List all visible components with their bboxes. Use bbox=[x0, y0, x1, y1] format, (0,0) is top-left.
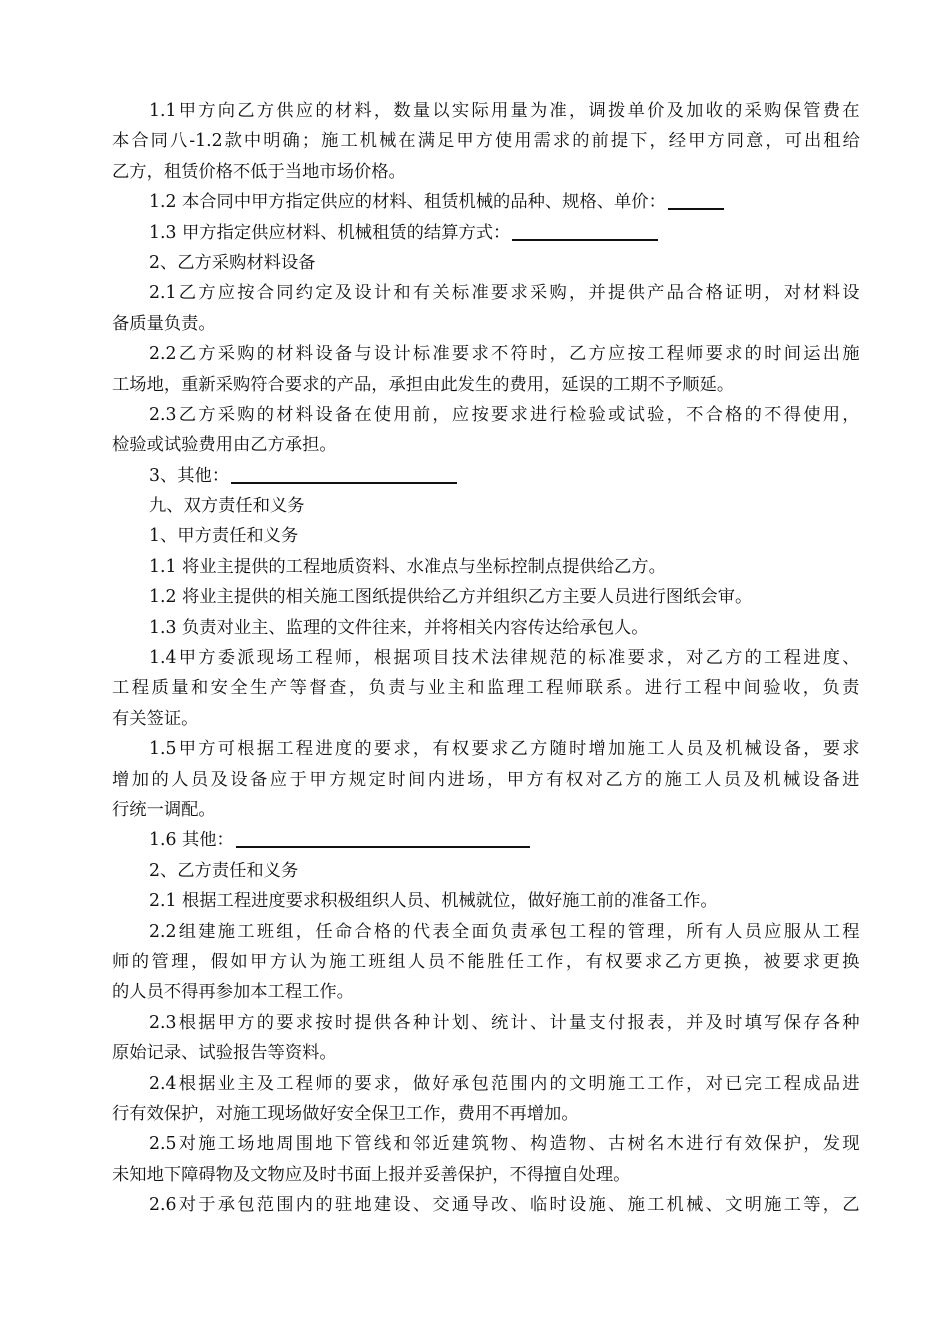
paragraph-line: 行有效保护，对施工现场做好安全保卫工作，费用不再增加。 bbox=[112, 1103, 579, 1124]
paragraph-line: 原始记录、试验报告等资料。 bbox=[112, 1043, 337, 1064]
paragraph-line: 乙方，租赁价格不低于当地市场价格。 bbox=[112, 161, 406, 182]
paragraph-line: 1.4 甲 方 委 派 现 场 工 程 师 ， 根 据 项 目 技 术 法 律 规 范 的 标 准 要 求 ， 对 乙 方 的 工 程 进 度 、 bbox=[149, 648, 860, 669]
paragraph-line: 工 程 质 量 和 安 全 生 产 等 督 查 ， 负 责 与 业 主 和 监 理 工 程 师 联 系 。 进 行 工 程 中 间 验 收 ， 负 责 bbox=[112, 678, 860, 699]
paragraph-line: 师 的 管 理 ， 假 如 甲 方 认 为 施 工 班 组 人 员 不 能 胜 任 工 作 ， 有 权 要 求 乙 方 更 换 ， 被 要 求 更 换 bbox=[112, 951, 860, 972]
paragraph-line: 的人员不得再参加本工程工作。 bbox=[112, 982, 354, 1003]
paragraph-line: 2、乙方责任和义务 bbox=[149, 860, 299, 881]
paragraph-line: 2.6 对 于 承 包 范 围 内 的 驻 地 建 设 、 交 通 导 改 、 临 时 设 施 、 施 工 机 械 、 文 明 施 工 等 ， 乙 bbox=[149, 1195, 860, 1216]
paragraph-line: 1.2 本合同中甲方指定供应的材料、租赁机械的品种、规格、单价： bbox=[112, 187, 860, 217]
fill-in-blank bbox=[668, 190, 724, 210]
paragraph-line: 1.2 将业主提供的相关施工图纸提供给乙方并组织乙方主要人员进行图纸会审。 bbox=[149, 587, 753, 608]
paragraph-line: 1.3 甲方指定供应材料、机械租赁的结算方式： bbox=[112, 218, 860, 248]
paragraph-line: 备质量负责。 bbox=[112, 313, 216, 334]
paragraph-line: 2.1 乙 方 应 按 合 同 约 定 及 设 计 和 有 关 标 准 要 求 采 购 ， 并 提 供 产 品 合 格 证 明 ， 对 材 料 设 bbox=[149, 283, 860, 304]
fill-in-blank bbox=[231, 464, 457, 484]
paragraph-line: 有关签证。 bbox=[112, 708, 199, 729]
paragraph-line: 1.1 将业主提供的工程地质资料、水准点与坐标控制点提供给乙方。 bbox=[149, 556, 666, 577]
paragraph-line: 1.1 甲 方 向 乙 方 供 应 的 材 料 ， 数 量 以 实 际 用 量 为 准 ， 调 拨 单 价 及 加 收 的 采 购 保 管 费 在 bbox=[149, 101, 860, 121]
paragraph-line: 1.6 其他： bbox=[112, 825, 860, 855]
paragraph-line: 九、双方责任和义务 bbox=[149, 496, 305, 517]
paragraph-line: 2.4 根 据 业 主 及 工 程 师 的 要 求 ， 做 好 承 包 范 围 内 的 文 明 施 工 工 作 ， 对 已 完 工 程 成 品 进 bbox=[149, 1073, 860, 1094]
paragraph-line: 2.3 根 据 甲 方 的 要 求 按 时 提 供 各 种 计 划 、 统 计 、 计 量 支 付 报 表 ， 并 及 时 填 写 保 存 各 种 bbox=[149, 1012, 860, 1033]
document-page bbox=[112, 96, 860, 1220]
paragraph-line: 行统一调配。 bbox=[112, 799, 216, 820]
paragraph-line: 3、其他： bbox=[112, 461, 860, 491]
paragraph-line: 2.1 根据工程进度要求积极组织人员、机械就位，做好施工前的准备工作。 bbox=[149, 891, 718, 912]
paragraph-line: 1、甲方责任和义务 bbox=[149, 526, 299, 547]
paragraph-line: 本 合 同 八 -1.2 款 中 明 确 ； 施 工 机 械 在 满 足 甲 方 使 用 需 求 的 前 提 下 ， 经 甲 方 同 意 ， 可 出 租 给 bbox=[112, 131, 860, 152]
fill-in-blank bbox=[236, 828, 530, 848]
paragraph-line: 2.2 组 建 施 工 班 组 ， 任 命 合 格 的 代 表 全 面 负 责 承 包 工 程 的 管 理 ， 所 有 人 员 应 服 从 工 程 bbox=[149, 921, 860, 942]
fill-in-blank bbox=[512, 221, 658, 241]
paragraph-line: 1.5 甲 方 可 根 据 工 程 进 度 的 要 求 ， 有 权 要 求 乙 方 随 时 增 加 施 工 人 员 及 机 械 设 备 ， 要 求 bbox=[149, 739, 860, 760]
paragraph-line: 增 加 的 人 员 及 设 备 应 于 甲 方 规 定 时 间 内 进 场 ， 甲 方 有 权 对 乙 方 的 施 工 人 员 及 机 械 设 备 进 bbox=[112, 769, 860, 790]
paragraph-line: 检验或试验费用由乙方承担。 bbox=[112, 435, 337, 456]
paragraph-line: 未知地下障碍物及文物应及时书面上报并妥善保护，不得擅自处理。 bbox=[112, 1164, 631, 1185]
paragraph-line: 1.3 负责对业主、监理的文件往来，并将相关内容传达给承包人。 bbox=[149, 617, 649, 638]
paragraph-line: 2.3 乙 方 采 购 的 材 料 设 备 在 使 用 前 ， 应 按 要 求 进 行 检 验 或 试 验 ， 不 合 格 的 不 得 使 用 ， bbox=[149, 404, 860, 425]
paragraph-line: 2.2 乙 方 采 购 的 材 料 设 备 与 设 计 标 准 要 求 不 符 时 ， 乙 方 应 按 工 程 师 要 求 的 时 间 运 出 施 bbox=[149, 344, 860, 365]
paragraph-line: 工场地，重新采购符合要求的产品，承担由此发生的费用，延误的工期不予顺延。 bbox=[112, 374, 735, 395]
paragraph-line: 2.5 对 施 工 场 地 周 围 地 下 管 线 和 邻 近 建 筑 物 、 构 造 物 、 古 树 名 木 进 行 有 效 保 护 ， 发 现 bbox=[149, 1134, 860, 1155]
paragraph-line: 2、乙方采购材料设备 bbox=[149, 252, 316, 273]
